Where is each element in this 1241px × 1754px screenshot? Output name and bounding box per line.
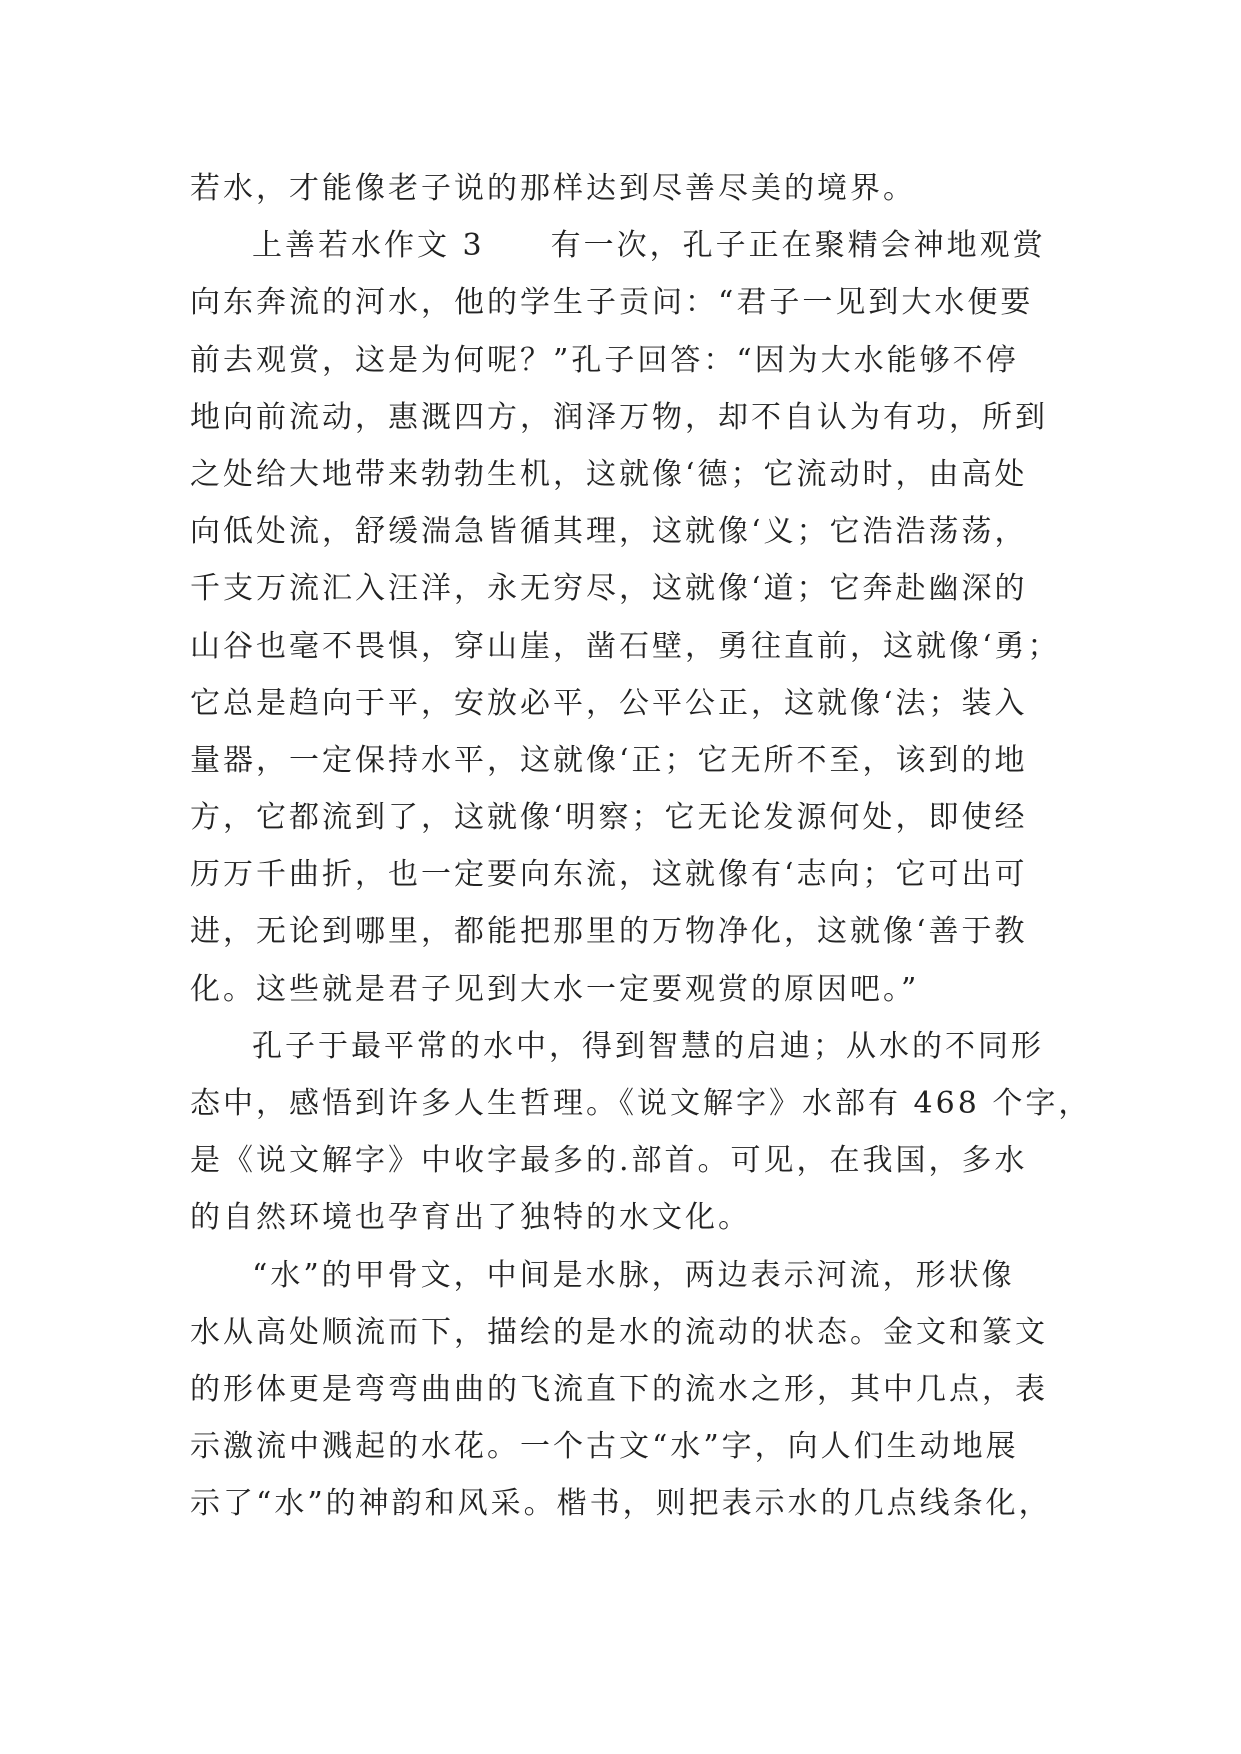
text-line: 态中，感悟到许多人生哲理。《说文解字》水部有 468 个字， xyxy=(190,1086,1092,1121)
text-line: 地向前流动，惠溉四方，润泽万物，却不自认为有功，所到 xyxy=(190,399,1048,435)
text-line: 的自然环境也孕育出了独特的水文化。 xyxy=(190,1200,751,1236)
paragraph-heading-line: 上善若水作文 3 有一次，孔子正在聚精会神地观赏 xyxy=(252,228,1046,264)
text-line: 它总是趋向于平，安放必平，公平公正，这就像‘法；装入 xyxy=(190,685,1028,721)
text-line: 向低处流，舒缓湍急皆循其理，这就像‘义；它浩浩荡荡， xyxy=(190,514,1028,550)
text-line: 水从高处顺流而下，描绘的是水的流动的状态。金文和篆文 xyxy=(190,1314,1048,1350)
text-line: 山谷也毫不畏惧，穿山崖，凿石壁，勇往直前，这就像‘勇； xyxy=(190,628,1061,664)
paragraph-start-line: 孔子于最平常的水中，得到智慧的启迪；从水的不同形 xyxy=(252,1028,1044,1064)
text-line: 历万千曲折，也一定要向东流，这就像有‘志向；它可出可 xyxy=(190,857,1028,893)
text-line: 示激流中溅起的水花。一个古文“水”字，向人们生动地展 xyxy=(190,1429,1019,1465)
text-line: 量器，一定保持水平，这就像‘正；它无所不至，该到的地 xyxy=(190,742,1028,778)
text-line: 的形体更是弯弯曲曲的飞流直下的流水之形，其中几点，表 xyxy=(190,1371,1048,1407)
text-line: 前去观赏，这是为何呢？”孔子回答：“因为大水能够不停 xyxy=(190,342,1019,378)
text-line: 化。这些就是君子见到大水一定要观赏的原因吧。” xyxy=(190,971,920,1007)
paragraph-start-line: “水”的甲骨文，中间是水脉，两边表示河流，形状像 xyxy=(252,1257,1015,1293)
text-line: 千支万流汇入汪洋，永无穷尽，这就像‘道；它奔赴幽深的 xyxy=(190,571,1028,607)
text-line: 之处给大地带来勃勃生机，这就像‘德；它流动时，由高处 xyxy=(190,456,1028,492)
text-line: 进，无论到哪里，都能把那里的万物净化，这就像‘善于教 xyxy=(190,914,1028,950)
text-line: 向东奔流的河水，他的学生子贡问：“君子一见到大水便要 xyxy=(190,285,1034,321)
body-text xyxy=(190,160,1092,1533)
text-line: 方，它都流到了，这就像‘明察；它无论发源何处，即使经 xyxy=(190,800,1028,836)
text-line: 是《说文解字》中收字最多的.部首。可见，在我国，多水 xyxy=(190,1143,1028,1179)
text-line: 示了“水”的神韵和风采。楷书，则把表示水的几点线条化， xyxy=(190,1486,1052,1522)
text-line: 若水，才能像老子说的那样达到尽善尽美的境界。 xyxy=(190,171,916,206)
